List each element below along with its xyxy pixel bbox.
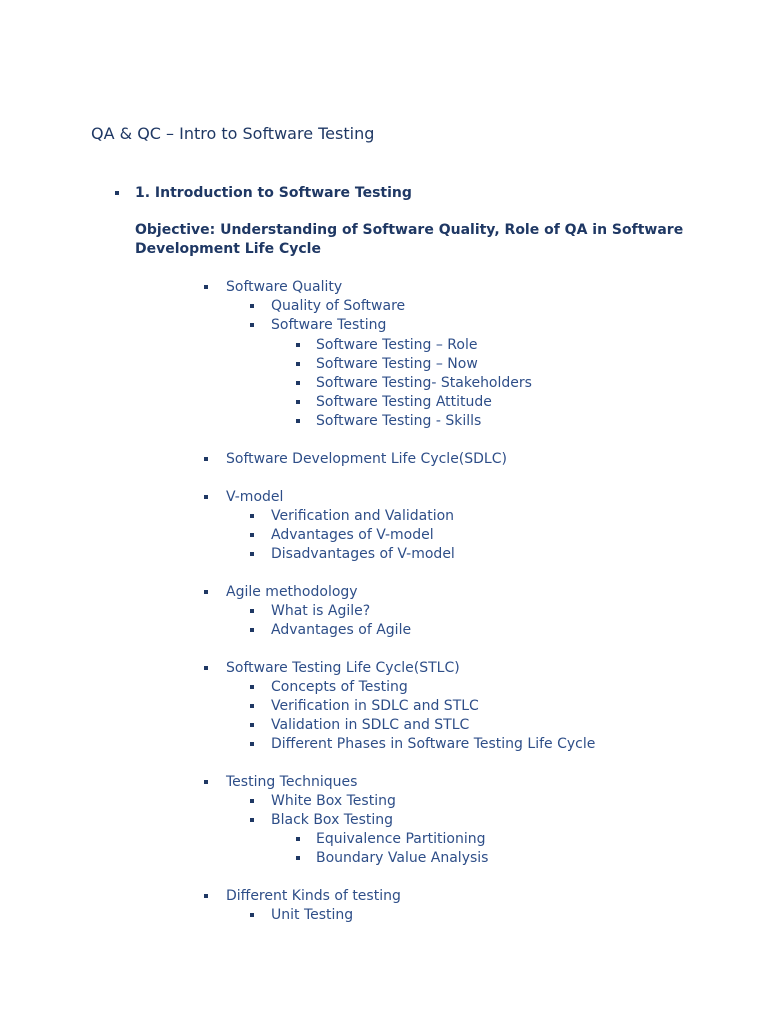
bullet-icon [204, 285, 208, 289]
bullet-icon [250, 799, 254, 803]
bullet-icon [250, 304, 254, 308]
bullet-icon [250, 323, 254, 327]
outline-item: Different Kinds of testing [226, 888, 401, 904]
bullet-icon [250, 742, 254, 746]
bullet-icon [296, 343, 300, 347]
outline-item: Equivalence Partitioning [316, 831, 486, 847]
outline-item: Validation in SDLC and STLC [271, 717, 470, 733]
bullet-icon [250, 552, 254, 556]
bullet-icon [296, 419, 300, 423]
bullet-icon [250, 628, 254, 632]
bullet-icon [250, 818, 254, 822]
bullet-icon [250, 913, 254, 917]
bullet-icon [250, 514, 254, 518]
bullet-icon [204, 894, 208, 898]
bullet-icon [250, 704, 254, 708]
outline-item: Software Testing Life Cycle(STLC) [226, 660, 460, 676]
outline-item: Black Box Testing [271, 812, 394, 828]
outline-item: V-model [226, 489, 284, 505]
outline-item: Verification and Validation [271, 508, 455, 524]
section-heading: 1. Introduction to Software Testing [135, 185, 412, 201]
bullet-icon [250, 609, 254, 613]
bullet-icon [250, 685, 254, 689]
outline-item: Boundary Value Analysis [316, 850, 489, 866]
bullet-icon [296, 381, 300, 385]
outline-item: Software Testing- Stakeholders [316, 375, 532, 391]
outline-item: What is Agile? [271, 603, 371, 619]
bullet-icon [296, 362, 300, 366]
outline-item: Different Phases in Software Testing Life Cycle [271, 736, 596, 752]
outline-item: Software Testing – Role [316, 337, 478, 353]
outline-item: Advantages of Agile [271, 622, 412, 638]
outline-item: Software Testing – Now [316, 356, 478, 372]
bullet-icon [250, 723, 254, 727]
outline-item: Unit Testing [271, 907, 354, 923]
outline-item: Verification in SDLC and STLC [271, 698, 479, 714]
outline-item: Software Testing - Skills [316, 413, 482, 429]
outline-item: Agile methodology [226, 584, 358, 600]
bullet-icon [204, 457, 208, 461]
bullet-icon [204, 780, 208, 784]
document-title: QA & QC – Intro to Software Testing [91, 124, 375, 143]
outline-item: Testing Techniques [226, 774, 358, 790]
outline-item: Concepts of Testing [271, 679, 408, 695]
outline-item: Disadvantages of V-model [271, 546, 455, 562]
outline-item: Quality of Software [271, 298, 406, 314]
bullet-icon [115, 191, 119, 195]
outline-item: Software Development Life Cycle(SDLC) [226, 451, 507, 467]
bullet-icon [204, 495, 208, 499]
outline-item: White Box Testing [271, 793, 396, 809]
bullet-icon [204, 666, 208, 670]
section-objective: Objective: Understanding of Software Quality, Role of QA in Software Development Life Cycle [135, 222, 684, 257]
outline-item: Software Testing [271, 317, 387, 333]
bullet-icon [296, 856, 300, 860]
outline-item: Software Quality [226, 279, 343, 295]
bullet-icon [296, 400, 300, 404]
outline-item: Advantages of V-model [271, 527, 434, 543]
outline-item: Software Testing Attitude [316, 394, 492, 410]
bullet-icon [204, 590, 208, 594]
bullet-icon [250, 533, 254, 537]
bullet-icon [296, 837, 300, 841]
